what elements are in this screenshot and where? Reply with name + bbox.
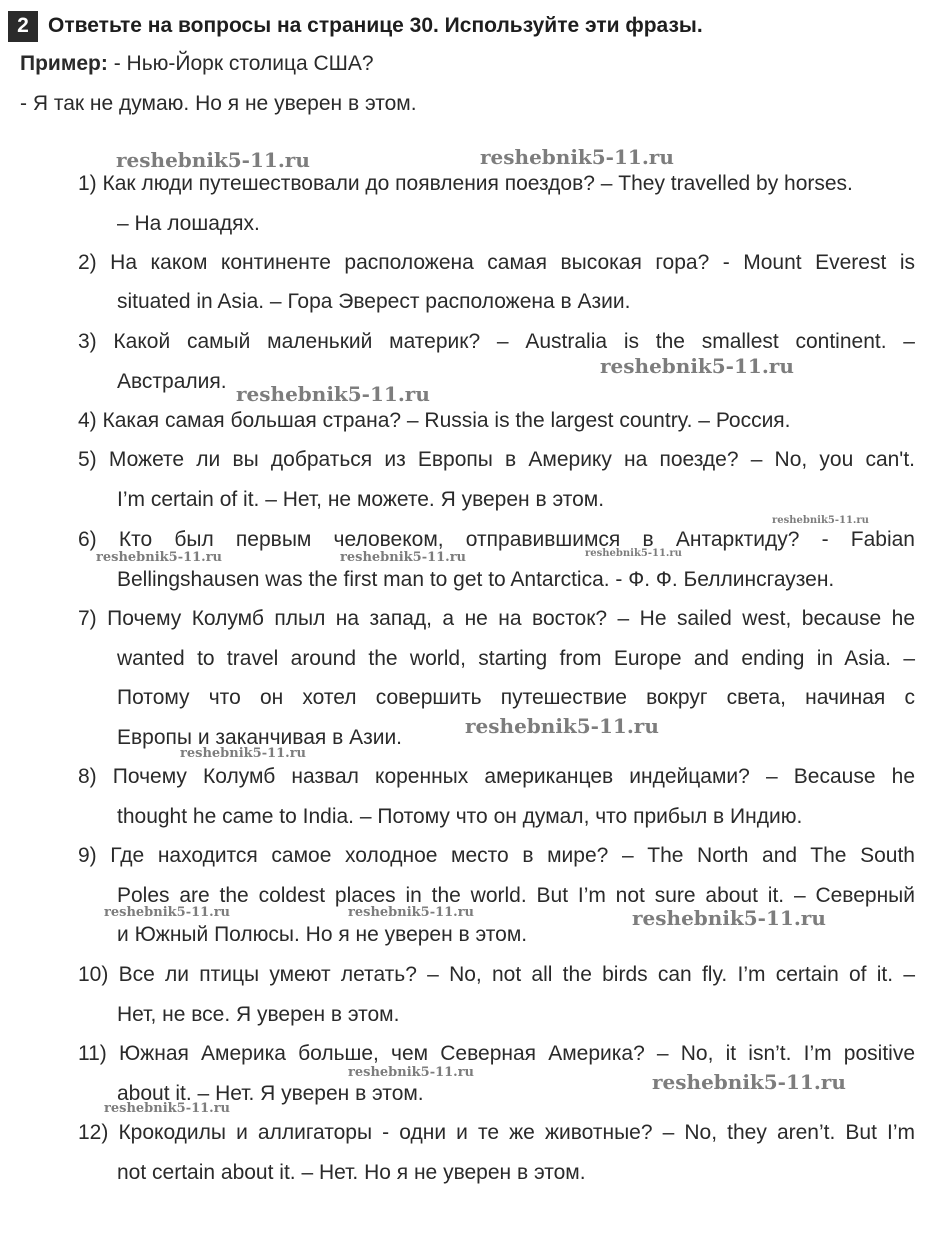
answer-11: about it. – Нет. Я уверен в этом. <box>117 1082 424 1105</box>
question-6: 6) Кто был первым человеком, отправившимся в Антарктиду? - Fabian <box>78 528 915 551</box>
answer-5: I’m certain of it. – Нет, не можете. Я уверен в этом. <box>117 488 605 511</box>
watermark: reshebnik5-11.ru <box>652 1070 846 1094</box>
answer-6: Bellingshausen was the first man to get to Antarctica. - Ф. Ф. Беллинсгаузен. <box>117 568 835 591</box>
answer-9a: Poles are the coldest places in the world. But I’m not sure about it. – Северный <box>117 884 915 907</box>
question-5: 5) Можете ли вы добраться из Европы в Америку на поезде? – No, you can't. <box>78 448 915 471</box>
watermark: reshebnik5-11.ru <box>348 1065 475 1080</box>
watermark: reshebnik5-11.ru <box>236 382 430 406</box>
example-text: - Нью-Йорк столица США? <box>107 52 374 75</box>
example-answer: - Я так не думаю. Но я не уверен в этом. <box>20 92 417 115</box>
watermark: reshebnik5-11.ru <box>600 354 794 378</box>
answer-9b: и Южный Полюсы. Но я не уверен в этом. <box>117 923 528 946</box>
watermark: reshebnik5-11.ru <box>104 1101 231 1116</box>
question-7: 7) Почему Колумб плыл на запад, а не на восток? – He sailed west, because he <box>78 607 915 630</box>
question-10: 10) Все ли птицы умеют летать? – No, not all the birds can fly. I’m certain of it. – <box>78 963 915 986</box>
question-8: 8) Почему Колумб назвал коренных американцев индейцами? – Because he <box>78 765 915 788</box>
watermark: reshebnik5-11.ru <box>104 905 231 920</box>
watermark: reshebnik5-11.ru <box>340 550 467 565</box>
question-2: 2) На каком континенте расположена самая высокая гора? - Mount Everest is <box>78 251 915 274</box>
example-line <box>20 52 374 76</box>
answer-8: thought he came to India. – Потому что он думал, что прибыл в Индию. <box>117 805 803 828</box>
watermark: reshebnik5-11.ru <box>348 905 475 920</box>
exercise-header <box>8 9 703 43</box>
question-11: 11) Южная Америка больше, чем Северная Америка? – No, it isn’t. I’m positive <box>78 1042 915 1065</box>
watermark: reshebnik5-11.ru <box>180 746 307 761</box>
answer-7c: Европы и заканчивая в Азии. <box>117 726 403 749</box>
answer-7b: Потому что он хотел совершить путешествие вокруг света, начиная с <box>117 686 915 709</box>
watermark: reshebnik5-11.ru <box>585 548 682 559</box>
watermark: reshebnik5-11.ru <box>772 515 869 526</box>
watermark: reshebnik5-11.ru <box>632 906 826 930</box>
answer-2: situated in Asia. – Гора Эверест расположена в Азии. <box>117 290 631 313</box>
question-12: 12) Крокодилы и аллигаторы - одни и те же животные? – No, they aren’t. But I’m <box>78 1121 915 1144</box>
question-3: 3) Какой самый маленький материк? – Australia is the smallest continent. – <box>78 330 915 353</box>
answer-7a: wanted to travel around the world, starting from Europe and ending in Asia. – <box>117 647 915 670</box>
question-9: 9) Где находится самое холодное место в мире? – The North and The South <box>78 844 915 867</box>
answer-3: Австралия. <box>117 370 227 393</box>
watermark: reshebnik5-11.ru <box>465 714 659 738</box>
watermark: reshebnik5-11.ru <box>96 550 223 565</box>
question-4: 4) Какая самая большая страна? – Russia is the largest country. – Россия. <box>78 409 791 432</box>
watermark: reshebnik5-11.ru <box>116 148 310 172</box>
answer-12: not certain about it. – Нет. Но я не уверен в этом. <box>117 1161 586 1184</box>
answer-1: – На лошадях. <box>117 212 260 235</box>
answer-10: Нет, не все. Я уверен в этом. <box>117 1003 400 1026</box>
exercise-number-badge: 2 <box>8 11 38 42</box>
watermark: reshebnik5-11.ru <box>480 145 674 169</box>
exercise-title: Ответьте на вопросы на странице 30. Используйте эти фразы. <box>48 14 703 37</box>
question-1: 1) Как люди путешествовали до появления поездов? – They travelled by horses. <box>78 172 853 195</box>
example-label: Пример: <box>20 52 108 75</box>
